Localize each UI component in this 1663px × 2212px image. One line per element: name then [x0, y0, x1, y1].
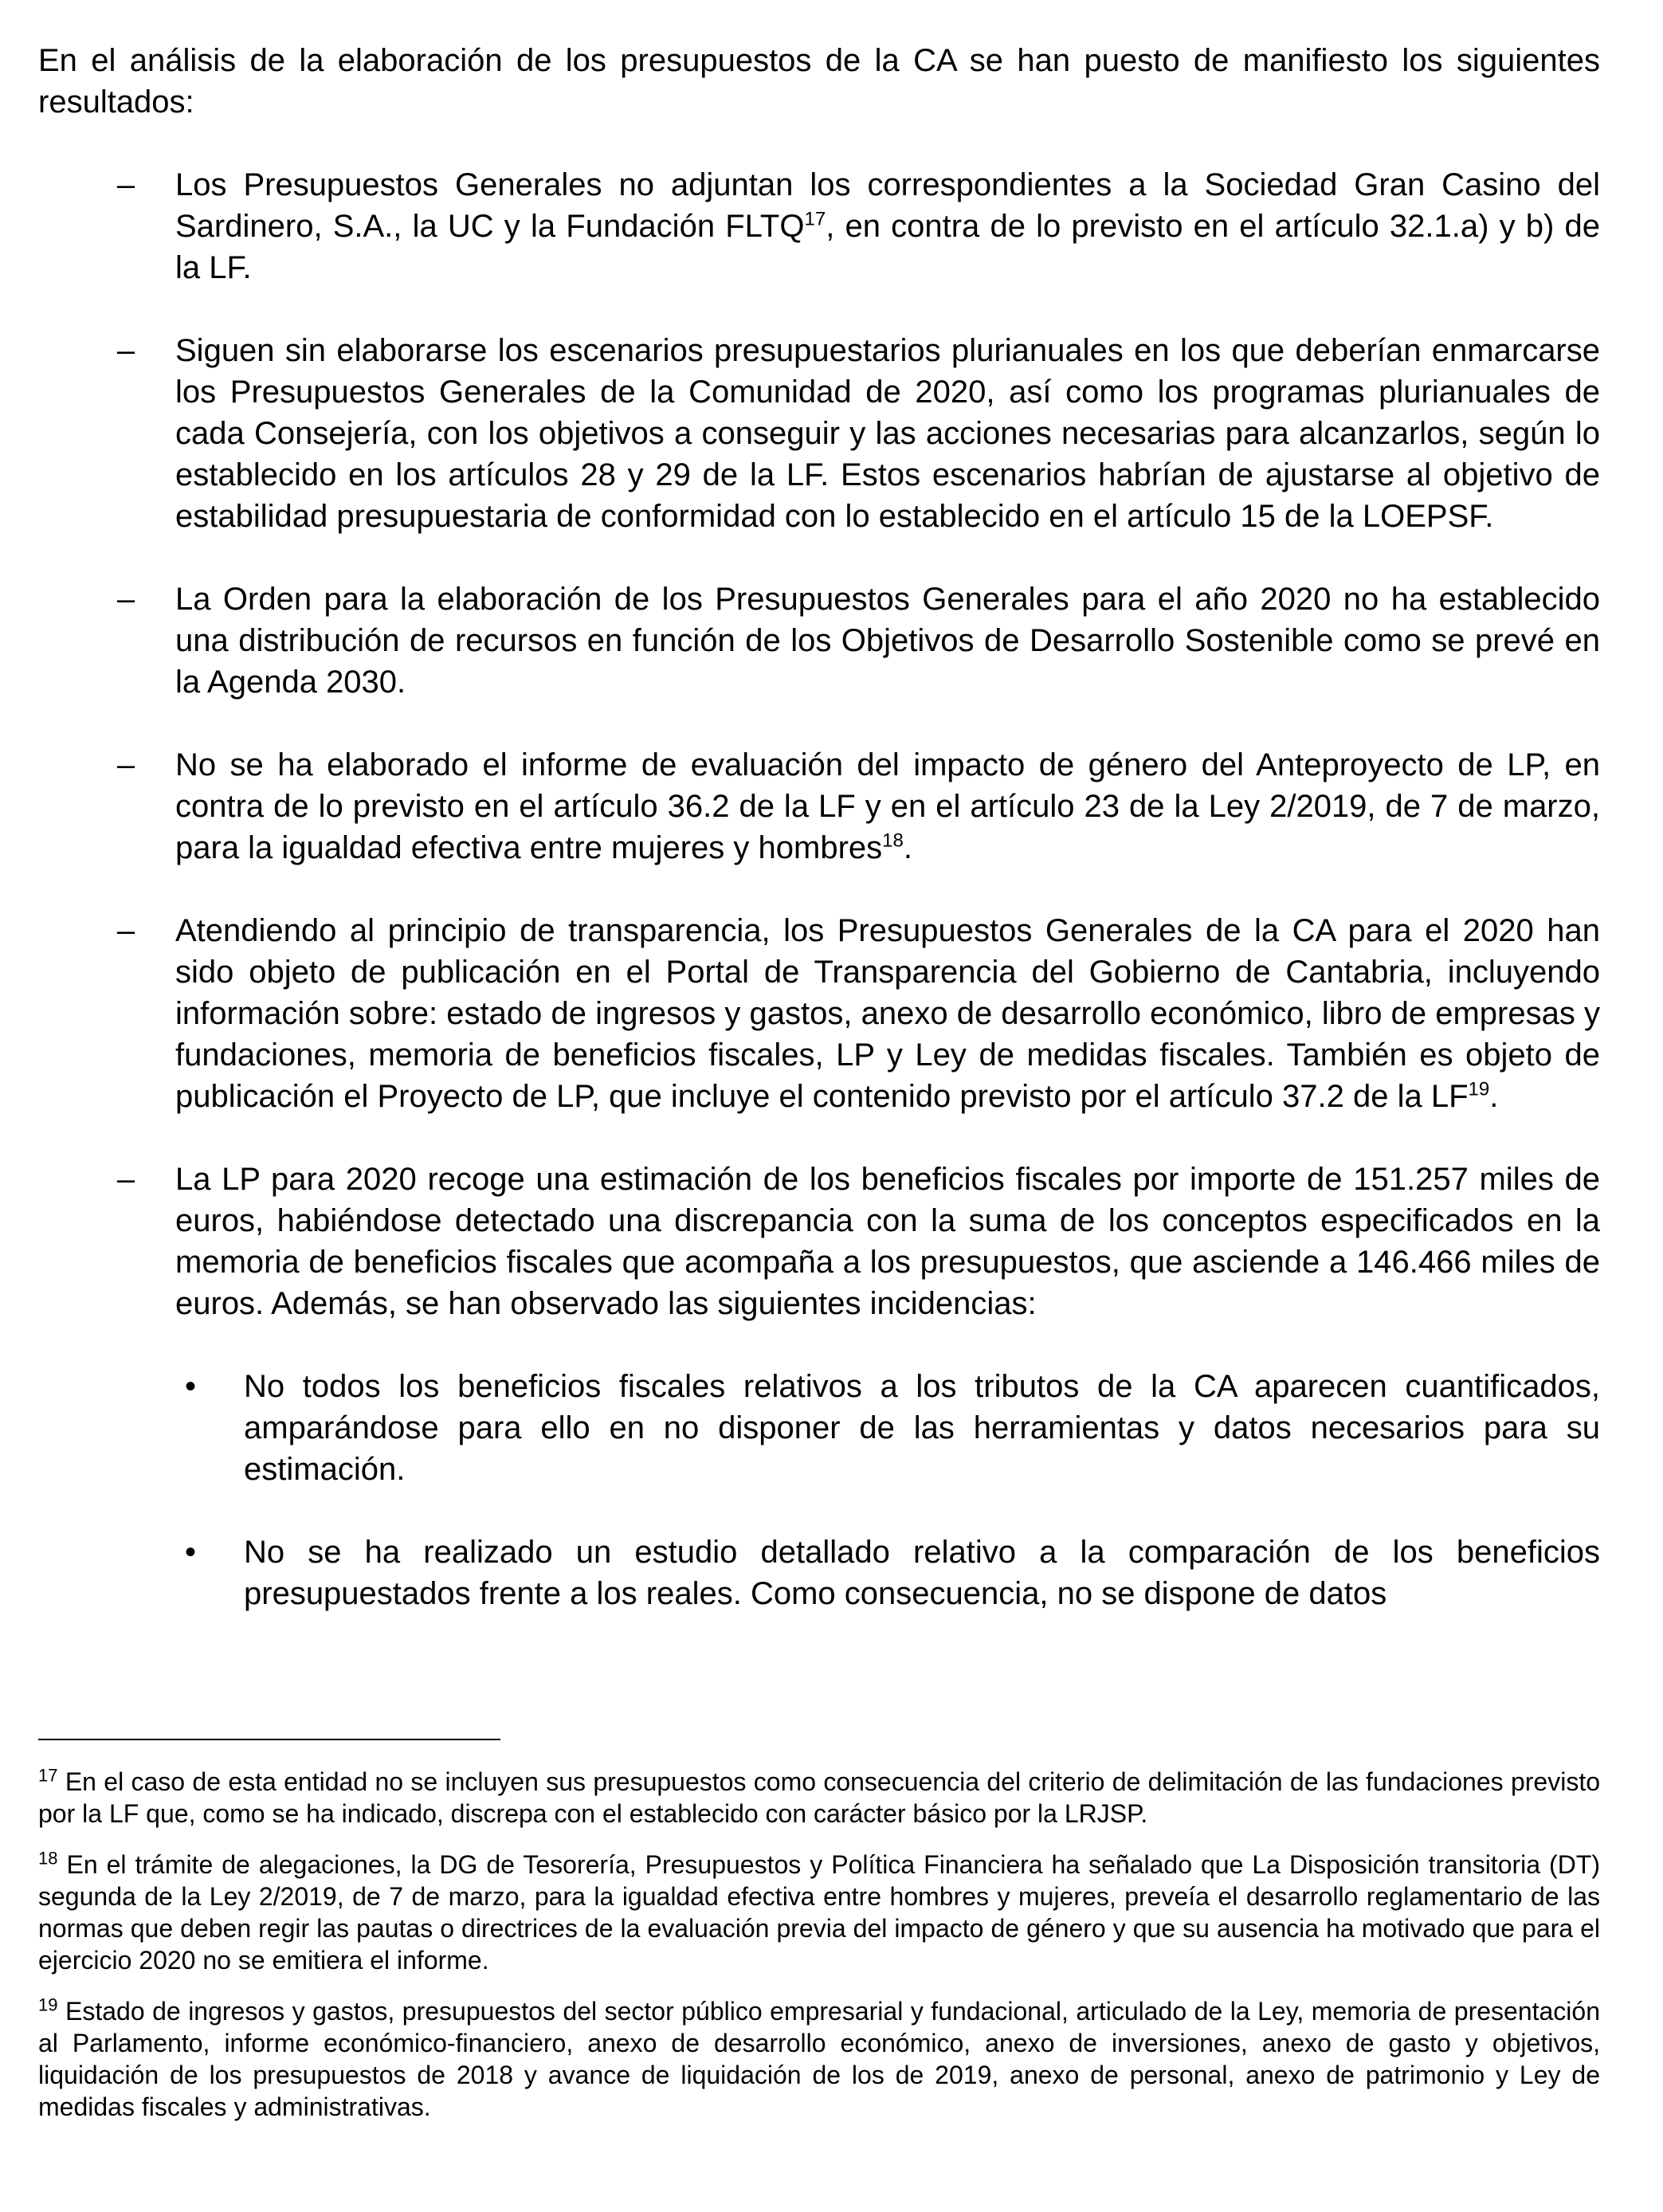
footnote-ref-17: 17: [804, 208, 826, 230]
incidence-item-2-text: No se ha realizado un estudio detallado relativo a la comparación de los beneficios presupuestados frente a los reales. Como consecuencia, no se dispone de datos: [244, 1535, 1600, 1611]
dash-marker: –: [116, 747, 135, 782]
dash-marker: –: [116, 333, 135, 368]
footnote-17-text: En el caso de esta entidad no se incluyen sus presupuestos como consecuencia del criterio de delimitación de las fundaciones previsto por la LF que, como se ha indicado, discrepa con el establecido con carácter básico por la LRJSP.: [38, 1767, 1601, 1828]
result-item-2-text: Siguen sin elaborarse los escenarios presupuestarios plurianuales en los que deberían enmarcarse los Presupuestos Generales de la Comunidad de 2020, así como los programas plurianuales de cada Consejería, con los objetivos a conseguir y las acciones necesarias para alcanzarlos, según lo establecido en los artículos 28 y 29 de la LF. Estos escenarios habrían de ajustarse al objetivo de estabilidad presupuestaria de conformidad con lo establecido en el artículo 15 de la LOEPSF.: [175, 333, 1600, 534]
dash-marker: –: [116, 1162, 135, 1197]
footnote-number: 17: [38, 1765, 58, 1786]
result-item-1-text-a: Los Presupuestos Generales no adjuntan los correspondientes a la Sociedad Gran Casino del Sardinero, S.A., la UC y la Fundación FLTQ: [175, 167, 1600, 244]
result-item-5-text-b: .: [1489, 1079, 1499, 1114]
result-item-6: [38, 1159, 1600, 1614]
result-item-3-text: La Orden para la elaboración de los Presupuestos Generales para el año 2020 no ha establecido una distribución de recursos en función de los Objetivos de Desarrollo Sostenible como se prevé en la Agenda 2030.: [175, 582, 1600, 700]
results-list: [38, 164, 1600, 1614]
result-item-4-text-a: No se ha elaborado el informe de evaluación del impacto de género del Anteproyecto de LP, en contra de lo previsto en el artículo 36.2 de la LF y en el artículo 23 de la Ley 2/2019, de 7 de marzo, para la igualdad efectiva entre mujeres y hombres: [175, 747, 1600, 865]
incidence-item-1-text: No todos los beneficios fiscales relativos a los tributos de la CA aparecen cuantificados, amparándose para ello en no disponer de las herramientas y datos necesarios para su estimación.: [244, 1369, 1600, 1487]
result-item-5: [38, 910, 1600, 1117]
incidence-item-1: [175, 1366, 1600, 1490]
result-item-4: [38, 744, 1600, 869]
footnote-19: [38, 1995, 1600, 2123]
footnote-18-text: En el trámite de alegaciones, la DG de Tesorería, Presupuestos y Política Financiera ha señalado que La Disposición transitoria (DT) segunda de la Ley 2/2019, de 7 de marzo, para la igualdad efectiva entre hombres y mujeres, preveía el desarrollo reglamentario de las normas que deben regir las pautas o directrices de la evaluación previa del impacto de género y que su ausencia ha motivado que para el ejercicio 2020 no se emitiera el informe.: [38, 1850, 1601, 1975]
footnote-separator: [38, 1739, 500, 1740]
bullet-marker: •: [184, 1535, 196, 1570]
incidence-item-2: [175, 1532, 1600, 1614]
result-item-1-text-b: , en contra de lo previsto en el artículo 32.1.a) y b) de la LF.: [175, 209, 1600, 285]
footnote-19-text: Estado de ingresos y gastos, presupuestos del sector público empresarial y fundacional, articulado de la Ley, memoria de presentación al Parlamento, informe económico-financiero, anexo de desarrollo económico, anexo de inversiones, anexo de gasto y objetivos, liquidación de los presupuestos de 2018 y avance de liquidación de los de 2019, anexo de personal, anexo de patrimonio y Ley de medidas fiscales y administrativas.: [38, 1997, 1601, 2121]
dash-marker: –: [116, 913, 135, 948]
document-body: [38, 40, 1600, 1656]
bullet-marker: •: [184, 1369, 196, 1404]
footnote-number: 19: [38, 1994, 58, 2015]
dash-marker: –: [116, 582, 135, 617]
footnotes-section: [38, 1766, 1600, 2142]
footnote-ref-18: 18: [882, 830, 904, 852]
result-item-4-text-b: .: [903, 830, 912, 865]
footnote-17: [38, 1766, 1600, 1830]
intro-paragraph: En el análisis de la elaboración de los presupuestos de la CA se han puesto de manifiesto los siguientes resultados:: [38, 43, 1600, 120]
footnote-number: 18: [38, 1848, 58, 1869]
dash-marker: –: [116, 167, 135, 202]
result-item-2: [38, 330, 1600, 537]
footnote-ref-19: 19: [1468, 1078, 1490, 1100]
incidences-list: [175, 1366, 1600, 1614]
result-item-6-text: La LP para 2020 recoge una estimación de los beneficios fiscales por importe de 151.257 miles de euros, habiéndose detectado una discrepancia con la suma de los conceptos especificados en la memoria de beneficios fiscales que acompaña a los presupuestos, que asciende a 146.466 miles de euros. Además, se han observado las siguientes incidencias:: [175, 1162, 1600, 1321]
result-item-3: [38, 578, 1600, 703]
result-item-1: [38, 164, 1600, 288]
result-item-5-text-a: Atendiendo al principio de transparencia, los Presupuestos Generales de la CA para el 2020 han sido objeto de publicación en el Portal de Transparencia del Gobierno de Cantabria, incluyendo información sobre: estado de ingresos y gastos, anexo de desarrollo económico, libro de empresas y fundaciones, memoria de beneficios fiscales, LP y Ley de medidas fiscales. También es objeto de publicación el Proyecto de LP, que incluye el contenido previsto por el artículo 37.2 de la LF: [175, 913, 1600, 1114]
footnote-18: [38, 1849, 1600, 1976]
